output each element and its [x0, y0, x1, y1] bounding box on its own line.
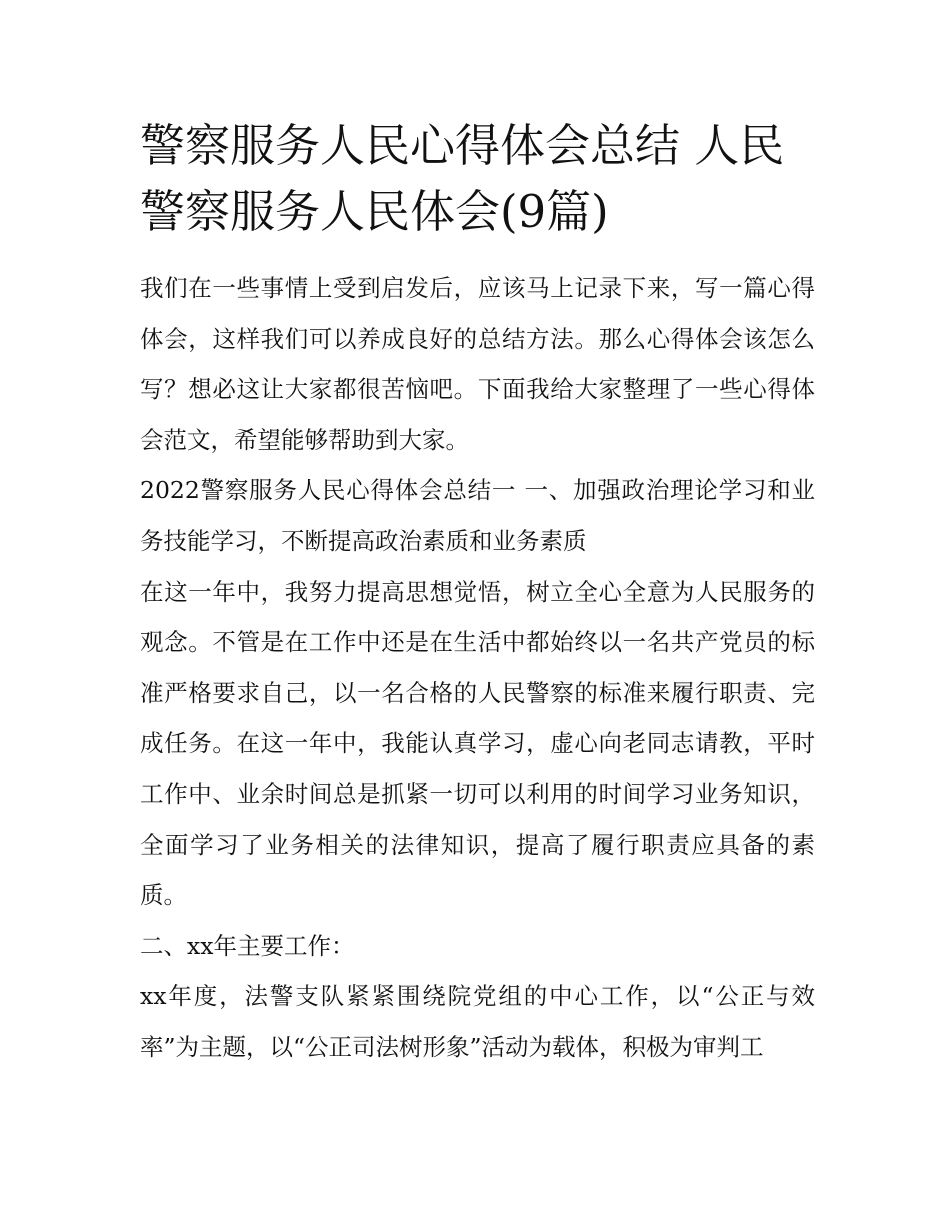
- paragraph-section-heading-2: 二、xx年主要工作：: [140, 931, 355, 960]
- document-title: 警察服务人民心得体会总结 人民警察服务人民体会(9篇): [140, 119, 785, 238]
- paragraph-intro: 我们在一些事情上受到启发后，应该马上记录下来，写一篇心得体会，这样我们可以养成良好的总结方法。那么心得体会该怎么写？想必这让大家都很苦恼吧。下面我给大家整理了一些心得体会范文，希望能够帮助到大家。: [140, 274, 815, 454]
- paragraph-section-heading-1: 2022警察服务人民心得体会总结一 一、加强政治理论学习和业务技能学习，不断提高政治素质和业务素质: [140, 476, 815, 555]
- paragraph-body-1: 在这一年中，我努力提高思想觉悟，树立全心全意为人民服务的观念。不管是在工作中还是在生活中都始终以一名共产党员的标准严格要求自己，以一名合格的人民警察的标准来履行职责、完成任务。在这一年中，我能认真学习，虚心向老同志请教，平时工作中、业余时间总是抓紧一切可以利用的时间学习业务知识，全面学习了业务相关的法律知识，提高了履行职责应具备的素质。: [140, 577, 815, 910]
- paragraph-body-2: xx年度，法警支队紧紧围绕院党组的中心工作，以“公正与效率”为主题，以“公正司法树形象”活动为载体，积极为审判工: [140, 982, 815, 1061]
- document-body: [140, 113, 815, 1073]
- paragraph-list: [140, 263, 815, 1073]
